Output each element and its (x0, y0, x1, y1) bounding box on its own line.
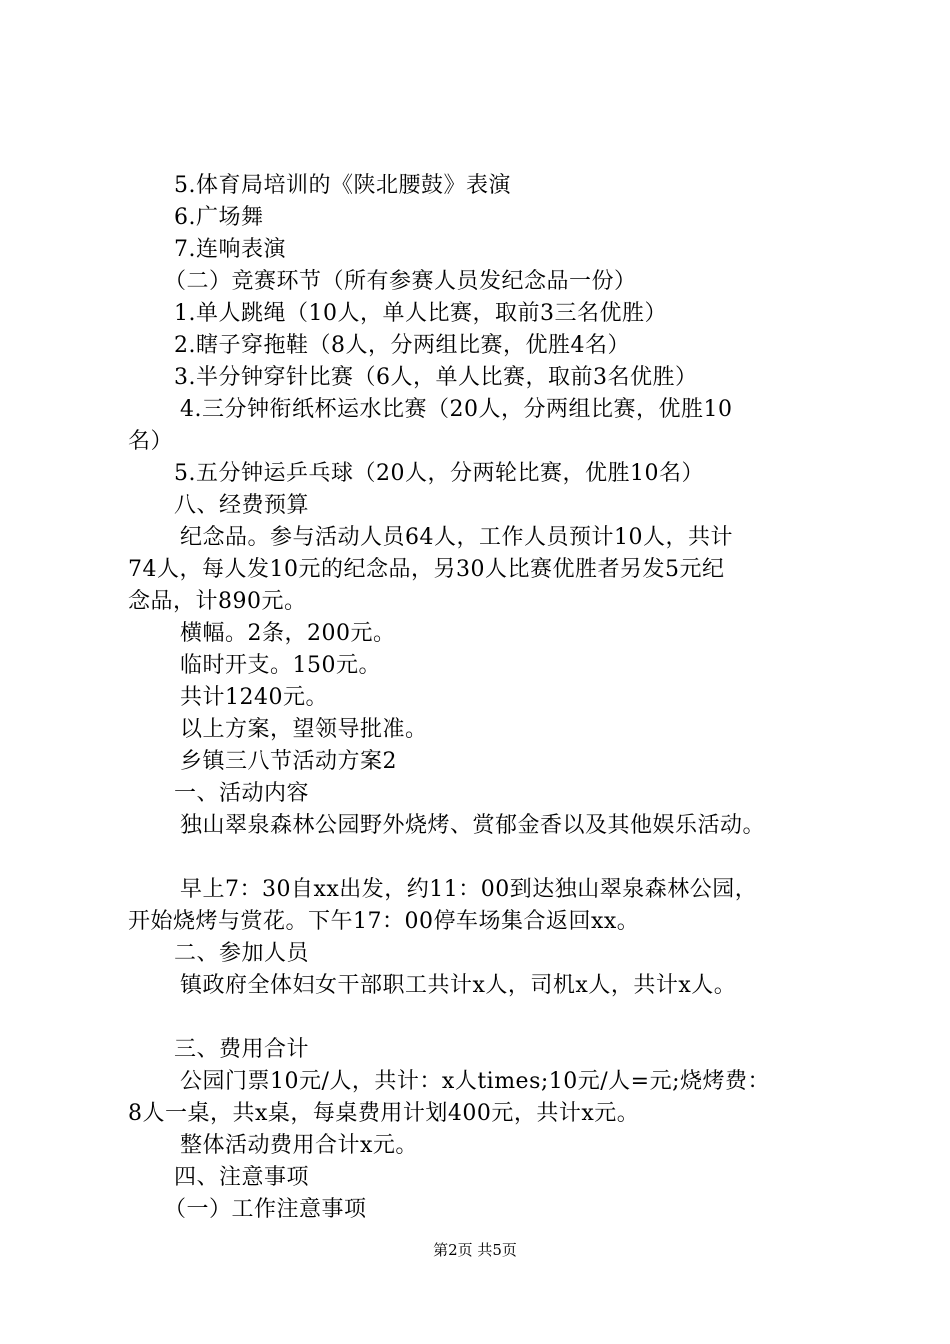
text-line: 2.瞎子穿拖鞋（8人，分两组比赛，优胜4名） (174, 333, 630, 358)
document-body (128, 170, 836, 1226)
section-heading: 八、经费预算 (174, 493, 310, 518)
text-line: 以上方案，望领导批准。 (180, 717, 428, 742)
text-line: 共计1240元。 (180, 685, 328, 710)
text-line: 临时开支。150元。 (180, 653, 381, 678)
text-line: 74人，每人发10元的纪念品，另30人比赛优胜者另发5元纪 (128, 557, 725, 582)
text-line: 5.体育局培训的《陕北腰鼓》表演 (174, 173, 511, 198)
text-line: 3.半分钟穿针比赛（6人，单人比赛，取前3名优胜） (174, 365, 698, 390)
text-line: 独山翠泉森林公园野外烧烤、赏郁金香以及其他娱乐活动。 (180, 813, 766, 838)
text-line: 6.广场舞 (174, 205, 264, 230)
text-line: 1.单人跳绳（10人，单人比赛，取前3三名优胜） (174, 301, 667, 326)
section-heading: 四、注意事项 (174, 1165, 310, 1190)
blank-line (128, 842, 836, 874)
section-heading: （一）工作注意事项 (164, 1197, 367, 1222)
section-heading: 一、活动内容 (174, 781, 310, 806)
text-line: 开始烧烤与赏花。下午17：00停车场集合返回xx。 (128, 909, 640, 934)
text-line: 早上7：30自xx出发，约11：00到达独山翠泉森林公园， (180, 877, 758, 902)
text-line: 5.五分钟运乒乓球（20人，分两轮比赛，优胜10名） (174, 461, 704, 486)
section-heading: （二）竞赛环节（所有参赛人员发纪念品一份） (164, 269, 637, 294)
text-line: 念品，计890元。 (128, 589, 307, 614)
text-line: 整体活动费用合计x元。 (180, 1133, 418, 1158)
text-line: 7.连响表演 (174, 237, 286, 262)
text-line: 纪念品。参与活动人员64人，工作人员预计10人，共计 (180, 525, 733, 550)
text-line: 4.三分钟衔纸杯运水比赛（20人，分两组比赛，优胜10 (180, 397, 733, 422)
text-line: 镇政府全体妇女干部职工共计x人，司机x人，共计x人。 (180, 973, 737, 998)
text-line: 名） (128, 429, 174, 454)
blank-line (128, 1002, 836, 1034)
text-line: 横幅。2条，200元。 (180, 621, 396, 646)
document-title: 乡镇三八节活动方案2 (180, 749, 397, 774)
text-line: 公园门票10元/人，共计：x人times;10元/人=元;烧烤费： (180, 1069, 771, 1094)
text-line: 8人一桌，共x桌，每桌费用计划400元，共计x元。 (128, 1101, 640, 1126)
page-footer: 第2页 共5页 (433, 1241, 517, 1259)
section-heading: 二、参加人员 (174, 941, 310, 966)
section-heading: 三、费用合计 (174, 1037, 310, 1062)
